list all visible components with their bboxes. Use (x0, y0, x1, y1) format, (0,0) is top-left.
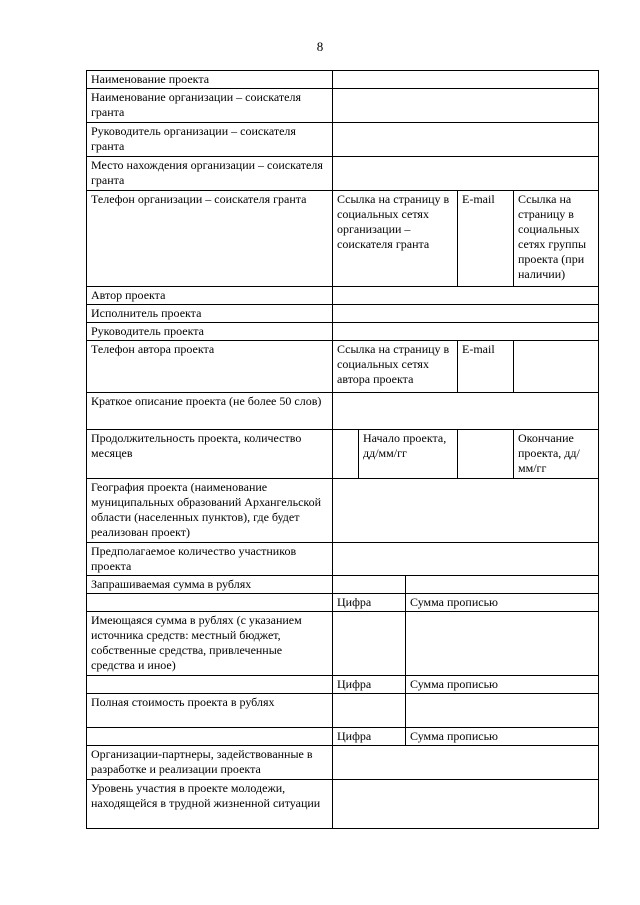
field-total-digits[interactable] (333, 694, 406, 728)
label-org-phone: Телефон организации – соискателя гранта (87, 191, 333, 287)
label-partners: Организации-партнеры, задействованные в разработке и реализации проекта (87, 746, 333, 780)
label-requested-words: Сумма прописью (406, 594, 599, 612)
field-requested-digits[interactable] (333, 576, 406, 594)
label-author-email: E-mail (458, 341, 514, 393)
label-end: Окончание проекта, дд/мм/гг (514, 430, 599, 479)
field-author[interactable] (333, 287, 599, 305)
field-project-name[interactable] (333, 71, 599, 89)
label-total-cost: Полная стоимость проекта в рублях (87, 694, 333, 728)
grant-application-form (86, 70, 599, 829)
field-requested-words[interactable] (406, 576, 599, 594)
label-org-group-link: Ссылка на страницу в социальных сетях группы проекта (при наличии) (514, 191, 599, 287)
field-geography[interactable] (333, 479, 599, 543)
label-total-digits: Цифра (333, 728, 406, 746)
label-project-head: Руководитель проекта (87, 323, 333, 341)
label-executor: Исполнитель проекта (87, 305, 333, 323)
field-total-words[interactable] (406, 694, 599, 728)
label-requested-sum: Запрашиваемая сумма в рублях (87, 576, 333, 594)
field-author-email[interactable] (514, 341, 599, 393)
label-author-phone: Телефон автора проекта (87, 341, 333, 393)
label-org-email: E-mail (458, 191, 514, 287)
page-number: 8 (316, 39, 324, 54)
spacer-total (87, 728, 333, 746)
label-start: Начало проекта, дд/мм/гг (359, 430, 458, 479)
label-available-sum: Имеющаяся сумма в рублях (с указанием источника средств: местный бюджет, собственные средства, привлеченные средства и иное) (87, 612, 333, 676)
label-youth-level: Уровень участия в проекте молодежи, находящейся в трудной жизненной ситуации (87, 780, 333, 829)
label-project-name: Наименование проекта (87, 71, 333, 89)
spacer-requested (87, 594, 333, 612)
label-requested-digits: Цифра (333, 594, 406, 612)
label-available-digits: Цифра (333, 676, 406, 694)
field-participants[interactable] (333, 543, 599, 576)
field-org-head[interactable] (333, 123, 599, 157)
label-org-name: Наименование организации – соискателя гранта (87, 89, 333, 123)
field-partners[interactable] (333, 746, 599, 780)
field-duration[interactable] (333, 430, 359, 479)
label-org-head: Руководитель организации – соискателя гранта (87, 123, 333, 157)
field-org-name[interactable] (333, 89, 599, 123)
label-geography: География проекта (наименование муниципальных образований Архангельской области (населенных пунктов), где будет реализован проект) (87, 479, 333, 543)
label-available-words: Сумма прописью (406, 676, 599, 694)
field-executor[interactable] (333, 305, 599, 323)
field-available-words[interactable] (406, 612, 599, 676)
field-summary[interactable] (333, 393, 599, 430)
field-org-location[interactable] (333, 157, 599, 191)
label-total-words: Сумма прописью (406, 728, 599, 746)
spacer-available (87, 676, 333, 694)
label-author-social-link: Ссылка на страницу в социальных сетях автора проекта (333, 341, 458, 393)
field-youth-level[interactable] (333, 780, 599, 829)
label-participants: Предполагаемое количество участников проекта (87, 543, 333, 576)
label-org-social-link: Ссылка на страницу в социальных сетях организации – соискателя гранта (333, 191, 458, 287)
label-org-location: Место нахождения организации – соискателя гранта (87, 157, 333, 191)
label-author: Автор проекта (87, 287, 333, 305)
field-start[interactable] (458, 430, 514, 479)
field-project-head[interactable] (333, 323, 599, 341)
label-duration: Продолжительность проекта, количество месяцев (87, 430, 333, 479)
field-available-digits[interactable] (333, 612, 406, 676)
label-summary: Краткое описание проекта (не более 50 слов) (87, 393, 333, 430)
